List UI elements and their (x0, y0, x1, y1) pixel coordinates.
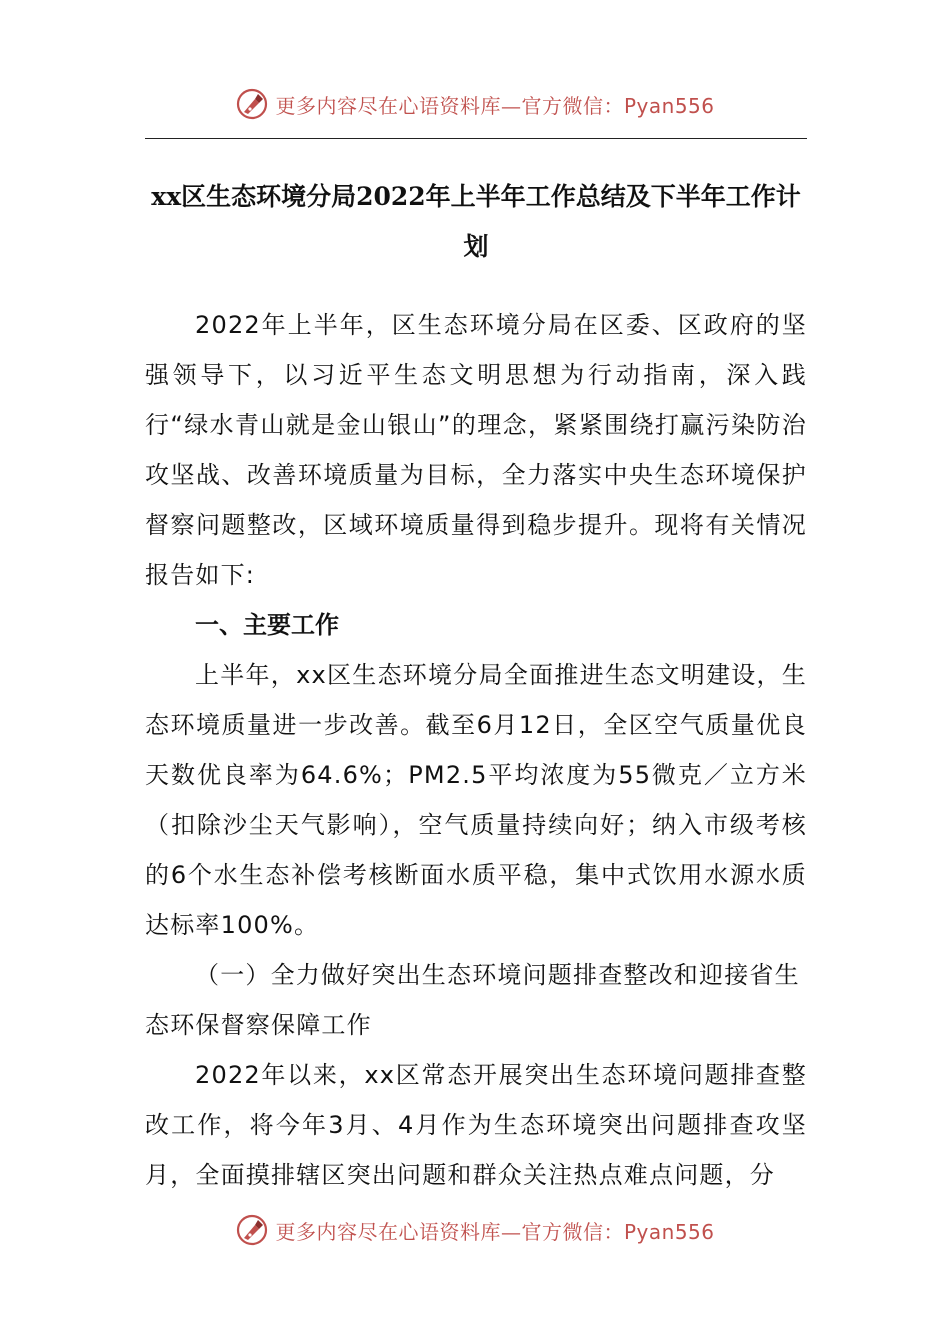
document-body (145, 300, 807, 1200)
main-work-paragraph: 上半年，xx区生态环境分局全面推进生态文明建设，生态环境质量进一步改善。截至6月12日，全区空气质量优良天数优良率为64.6%；PM2.5平均浓度为55微克／立方米（扣除沙尘天气影响），空气质量持续向好；纳入市级考核的6个水生态补偿考核断面水质平稳，集中式饮用水源水质达标率100%。 (145, 661, 807, 939)
intro-paragraph: 2022年上半年，区生态环境分局在区委、区政府的坚强领导下，以习近平生态文明思想为行动指南，深入践行“绿水青山就是金山银山”的理念，紧紧围绕打赢污染防治攻坚战、改善环境质量为目标，全力落实中央生态环境保护督察问题整改，区域环境质量得到稳步提升。现将有关情况报告如下: (145, 311, 807, 589)
banner-slogan: 更多内容尽在心语资料库—官方微信： (275, 93, 624, 118)
pen-nib-logo-icon (235, 87, 269, 121)
header-watermark-banner (0, 84, 950, 124)
banner-text (275, 90, 714, 119)
section-heading-main-work: 一、主要工作 (195, 611, 339, 639)
banner-text (275, 1216, 714, 1245)
header-divider (145, 138, 807, 139)
banner-slogan: 更多内容尽在心语资料库—官方微信： (275, 1219, 624, 1244)
subsection-heading-1: （一）全力做好突出生态环境问题排查整改和迎接省生态环保督察保障工作 (145, 961, 800, 1039)
pen-nib-logo-icon (235, 1213, 269, 1247)
footer-watermark-banner (0, 1210, 950, 1250)
subsection-1-paragraph: 2022年以来，xx区常态开展突出生态环境问题排查整改工作，将今年3月、4月作为生态环境突出问题排查攻坚月，全面摸排辖区突出问题和群众关注热点难点问题，分 (145, 1061, 807, 1189)
document-title: xx区生态环境分局2022年上半年工作总结及下半年工作计划 (151, 182, 801, 261)
banner-wechat-id: Pyan556 (623, 1219, 715, 1244)
banner-wechat-id: Pyan556 (623, 93, 715, 118)
